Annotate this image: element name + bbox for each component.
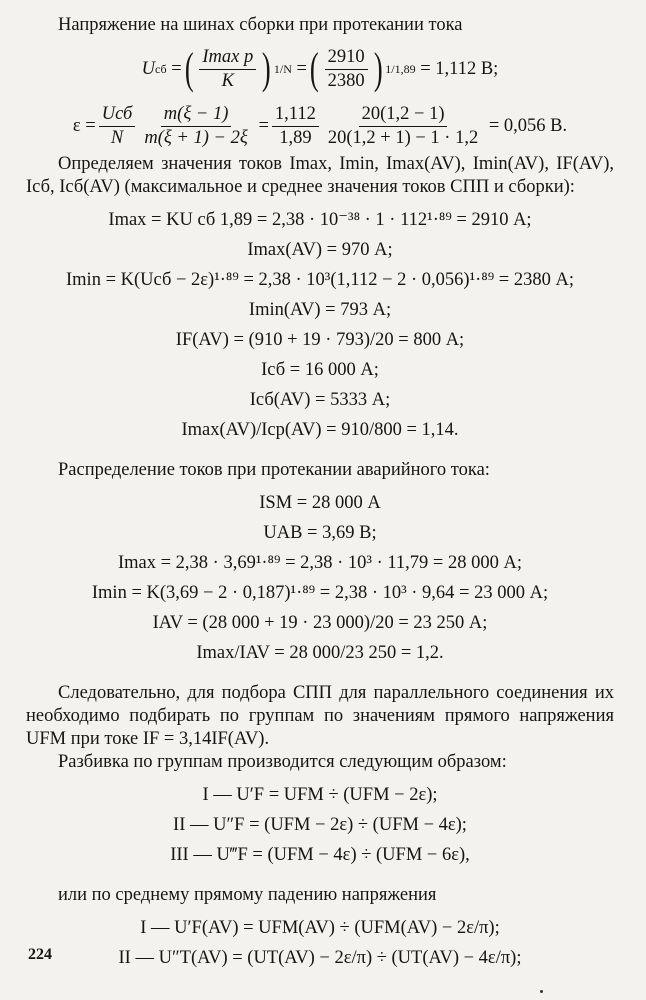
paragraph-average-drop: или по среднему прямому падению напряжения bbox=[58, 885, 437, 905]
paragraph-conclusion: Следовательно, для подбора СПП для параллельного соединения их необходимо подбирать по группам по значениям прямого напряжения UFM при токе IF = 3,14IF(AV). bbox=[26, 683, 614, 749]
page-content bbox=[26, 14, 614, 973]
fraction-2910-2380: $\frac{2910}{2380}$ bbox=[325, 47, 368, 92]
equation-epsilon: ε = $\frac{\text{Uсб}}{N}$ $\frac{m(\xi - 1)}{m(\xi + 1) - 2\xi}$ = $\frac{1,112}{1,89}$ $\frac{20(1,2 - 1)}{20(1,2 + 1) - 1 \cdot 1,2}$ = 0,056 В. bbox=[72, 103, 568, 148]
fraction-imax-k: $\frac{\text{Imax р}}{K}$ bbox=[199, 47, 256, 92]
page-number: 224 bbox=[28, 946, 52, 963]
equation-isb-av: Iсб(AV) = 5333 А; bbox=[249, 389, 391, 410]
equation-ratio-av: Imax(AV)/Iср(AV) = 910/800 = 1,14. bbox=[181, 419, 459, 440]
equation-uab: UAB = 3,69 В; bbox=[263, 522, 377, 543]
equation-group-2: II — U″F = (UFM − 2ε) ÷ (UFM − 4ε); bbox=[173, 814, 467, 835]
equation-imin-emergency: Imin = K(3,69 − 2 · 0,187)¹·⁸⁹ = 2,38 · 10³ · 9,64 = 23 000 А; bbox=[91, 582, 549, 603]
equation-imax: Imax = KU сб 1,89 = 2,38 · 10⁻³⁸ · 1 · 112¹·⁸⁹ = 2910 А; bbox=[108, 209, 532, 230]
equation-if-av: IF(AV) = (910 + 19 · 793)/20 = 800 А; bbox=[175, 329, 465, 350]
equation-group-1: I — U′F = UFM ÷ (UFM − 2ε); bbox=[202, 784, 438, 805]
equation-group-3: III — U‴F = (UFM − 4ε) ÷ (UFM − 6ε), bbox=[170, 844, 470, 865]
paragraph-currents-intro: Определяем значения токов Imax, Imin, Imax(AV), Imin(AV), IF(AV), Iсб, Iсб(AV) (максимальное и среднее значения токов СПП и сборки): bbox=[26, 154, 614, 197]
equation-avg-group-1: I — U′F(AV) = UFM(AV) ÷ (UFM(AV) − 2ε/π); bbox=[140, 917, 500, 938]
paragraph-grouping: Разбивка по группам производится следующим образом: bbox=[58, 752, 507, 772]
print-speck bbox=[540, 990, 543, 993]
equation-imin: Imin = K(Uсб − 2ε)¹·⁸⁹ = 2,38 · 10³(1,112 − 2 · 0,056)¹·⁸⁹ = 2380 А; bbox=[66, 269, 574, 290]
equation-imax-emergency: Imax = 2,38 · 3,69¹·⁸⁹ = 2,38 · 10³ · 11,79 = 28 000 А; bbox=[117, 552, 522, 573]
equation-iav-emergency: IAV = (28 000 + 19 · 23 000)/20 = 23 250 А; bbox=[152, 612, 488, 633]
equation-imin-av: Imin(AV) = 793 А; bbox=[248, 299, 392, 320]
equation-usb: U сб = ( $\frac{\text{Imax р}}{K}$ ) 1/N = ( $\frac{2910}{2380}$ ) 1/1,89 = 1,112 В; bbox=[141, 44, 499, 93]
paragraph-emergency: Распределение токов при протекании аварийного тока: bbox=[58, 460, 490, 480]
equation-avg-group-2: II — U″T(AV) = (UT(AV) − 2ε/π) ÷ (UT(AV) − 4ε/π); bbox=[118, 947, 522, 968]
paragraph-voltage-intro: Напряжение на шинах сборки при протекании тока bbox=[58, 15, 463, 35]
equation-ratio-emergency: Imax/IAV = 28 000/23 250 = 1,2. bbox=[196, 642, 444, 663]
equation-isb: Iсб = 16 000 А; bbox=[261, 359, 379, 380]
equation-imax-av: Imax(AV) = 970 А; bbox=[247, 239, 393, 260]
equation-ism: ISM = 28 000 А bbox=[259, 492, 381, 513]
